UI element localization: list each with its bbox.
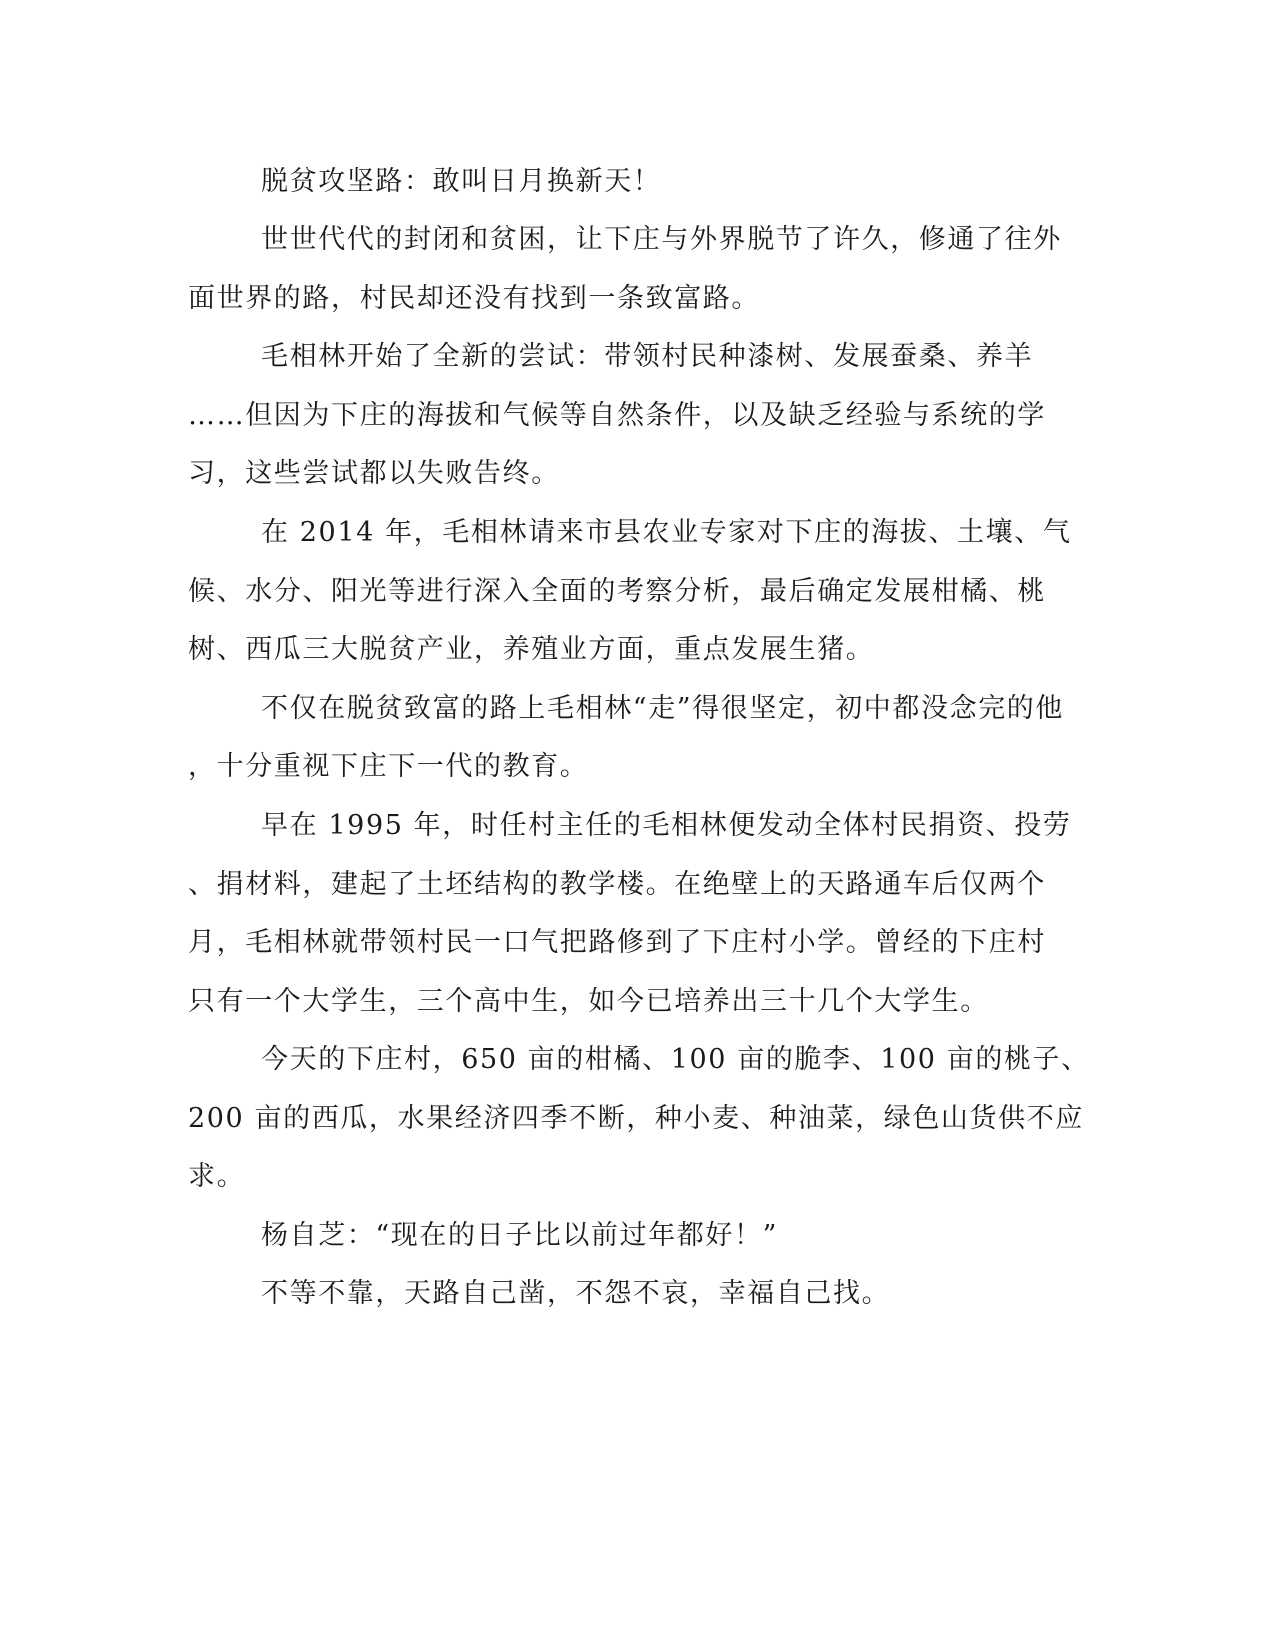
paragraph-line: 今天的下庄村，650 亩的柑橘、100 亩的脆李、100 亩的桃子、: [261, 1044, 1090, 1075]
paragraph-line: 面世界的路，村民却还没有找到一条致富路。: [188, 283, 760, 314]
paragraph-line: ……但因为下庄的海拔和气候等自然条件，以及缺乏经验与系统的学: [188, 400, 1046, 431]
paragraph-line: 200 亩的西瓜，水果经济四季不断，种小麦、种油菜，绿色山货供不应: [188, 1103, 1084, 1134]
paragraph-line: 世世代代的封闭和贫困，让下庄与外界脱节了许久，修通了往外: [261, 224, 1062, 255]
paragraph-line: 早在 1995 年，时任村主任的毛相林便发动全体村民捐资、投劳: [261, 810, 1072, 841]
heading-line: 脱贫攻坚路：敢叫日月换新天！: [261, 166, 662, 197]
paragraph-line: 求。: [188, 1161, 246, 1192]
paragraph-line: 只有一个大学生，三个高中生，如今已培养出三十几个大学生。: [188, 986, 989, 1017]
paragraph-line: 树、西瓜三大脱贫产业，养殖业方面，重点发展生猪。: [188, 634, 875, 665]
paragraph-line: 不仅在脱贫致富的路上毛相林“走”得很坚定，初中都没念完的他: [261, 693, 1065, 724]
paragraph-line: 、捐材料，建起了土坯结构的教学楼。在绝壁上的天路通车后仅两个: [188, 869, 1046, 900]
paragraph-line: 毛相林开始了全新的尝试：带领村民种漆树、发展蚕桑、养羊: [261, 341, 1034, 372]
closing-line: 不等不靠，天路自己凿，不怨不哀，幸福自己找。: [261, 1278, 891, 1309]
paragraph-line: 在 2014 年，毛相林请来市县农业专家对下庄的海拔、土壤、气: [261, 517, 1072, 548]
paragraph-line: 习，这些尝试都以失败告终。: [188, 458, 560, 489]
quote-line: 杨自芝：“现在的日子比以前过年都好！”: [261, 1220, 779, 1251]
paragraph-line: 月，毛相林就带领村民一口气把路修到了下庄村小学。曾经的下庄村: [188, 927, 1046, 958]
paragraph-line: ，十分重视下庄下一代的教育。: [188, 751, 589, 782]
paragraph-line: 候、水分、阳光等进行深入全面的考察分析，最后确定发展柑橘、桃: [188, 576, 1046, 607]
